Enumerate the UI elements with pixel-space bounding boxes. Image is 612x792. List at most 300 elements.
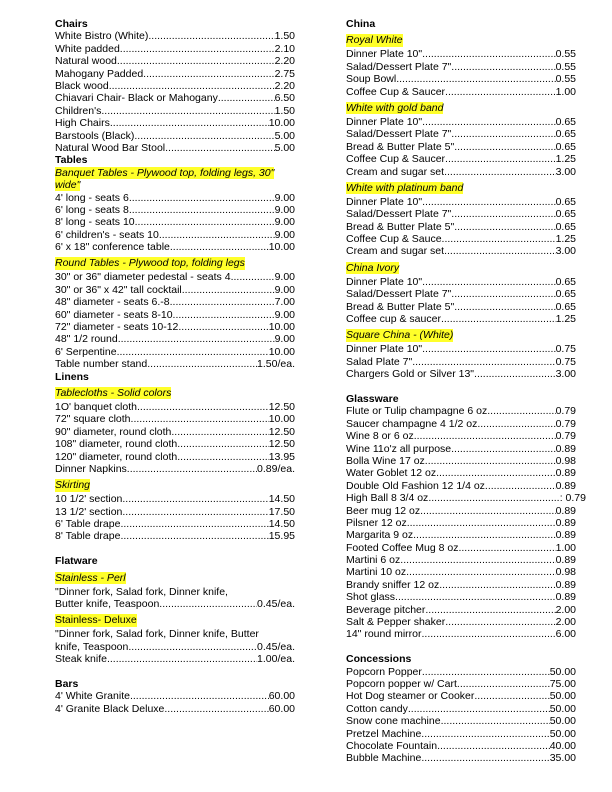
- item-price: 12.50: [268, 400, 295, 413]
- item-price: 5.00: [274, 141, 295, 154]
- item-label: Dinner Plate 10": [346, 195, 423, 208]
- platinum-band-list: [346, 196, 576, 258]
- leader-dots: [454, 301, 555, 313]
- item-label: Chargers Gold or Silver 13": [346, 368, 475, 381]
- item-label: 14" round mirror: [346, 628, 422, 641]
- item-price: 0.89: [555, 591, 576, 604]
- price-list-item: [55, 43, 295, 55]
- item-label: 72" diameter - seats 10-12: [55, 321, 179, 334]
- price-list-item: [346, 61, 576, 73]
- item-price: 2.00: [555, 616, 576, 629]
- price-list-item: [346, 128, 576, 140]
- leader-dots: [421, 728, 549, 740]
- leader-dots: [135, 216, 275, 228]
- price-list-item: [346, 715, 576, 727]
- item-label: Beverage pitcher: [346, 603, 426, 616]
- price-list-item: [346, 141, 576, 153]
- item-price: 1.25: [555, 233, 576, 246]
- leader-dots: [159, 598, 257, 610]
- item-label: Bolla Wine 17 oz: [346, 454, 425, 467]
- price-list-item: [346, 343, 576, 355]
- item-price: 0.89: [555, 442, 576, 455]
- leader-dots: [129, 204, 275, 216]
- item-price: 13.95: [268, 450, 295, 463]
- item-price: 0.65: [555, 128, 576, 141]
- price-list-item: [55, 506, 295, 518]
- price-list-item: [55, 284, 295, 296]
- price-list-item: [346, 73, 576, 85]
- item-price: 50.00: [549, 715, 576, 728]
- price-list-item: [346, 301, 576, 313]
- leader-dots: [147, 358, 257, 370]
- leader-dots: [474, 690, 549, 702]
- leader-dots: [122, 506, 268, 518]
- price-list-item: [346, 48, 576, 60]
- item-price: 0.89: [555, 554, 576, 567]
- item-price: 1.00: [555, 85, 576, 98]
- stainless-perl-subheading: Stainless - Perl: [55, 571, 126, 584]
- price-list-item: [55, 321, 295, 333]
- item-label: Bread & Butter Plate 5": [346, 220, 455, 233]
- item-price: 9.00: [274, 228, 295, 241]
- china-ivory-subheading: China Ivory: [346, 261, 400, 274]
- item-label: 4' long - seats 6: [55, 191, 129, 204]
- price-list-item: [55, 55, 295, 67]
- price-list-item: [346, 368, 576, 380]
- section-heading-linens: Linens: [55, 370, 89, 383]
- item-label: Salad Plate 7": [346, 355, 413, 368]
- price-list-item: [55, 192, 295, 204]
- price-list-item: [55, 80, 295, 92]
- item-price: 10.00: [268, 345, 295, 358]
- leader-dots: [414, 430, 556, 442]
- item-label: Dinner Plate 10": [346, 48, 423, 61]
- item-price: 60.00: [268, 702, 295, 715]
- item-price: 0.45/ea.: [257, 598, 295, 611]
- item-label: Shot glass: [346, 591, 396, 604]
- banquet-sub-line2: wide": [55, 179, 81, 192]
- royal-white-list: [346, 48, 576, 98]
- stainless-deluxe-subheading: Stainless- Deluxe: [55, 614, 137, 627]
- section-heading-bars: Bars: [55, 678, 79, 691]
- square-china-list: [346, 343, 576, 380]
- chairs-list: [55, 30, 295, 154]
- item-price: 0.45/ea.: [257, 640, 295, 653]
- item-label: 60" diameter - seats 8-10: [55, 308, 173, 321]
- item-label: 108" diameter, round cloth: [55, 438, 178, 451]
- item-price: 14.50: [268, 518, 295, 531]
- item-price: 1.50/ea.: [257, 358, 295, 371]
- price-list-item: [346, 233, 576, 245]
- item-label: Bubble Machine: [346, 752, 422, 765]
- gold-band-subheading: White with gold band: [346, 101, 444, 114]
- item-price: 3.00: [555, 245, 576, 258]
- item-label: 13 1/2' section: [55, 505, 123, 518]
- leader-dots: [129, 192, 275, 204]
- banquet-sub-line1: Banquet Tables - Plywood top, folding legs, 30": [55, 166, 275, 179]
- price-list-item: [346, 480, 576, 492]
- leader-dots: [170, 241, 269, 253]
- item-price: 1.50: [274, 104, 295, 117]
- item-label: Wine 11o'z all purpose: [346, 442, 452, 455]
- price-list-item: [346, 288, 576, 300]
- leader-dots: [127, 463, 257, 475]
- item-price: 0.65: [555, 300, 576, 313]
- leader-dots: [182, 284, 275, 296]
- price-list-item: [346, 455, 576, 467]
- right-column: [346, 18, 586, 765]
- tablecloths-subheading: Tablecloths - Solid colors: [55, 386, 172, 399]
- price-list-item: [55, 241, 295, 253]
- item-label: Salad/Dessert Plate 7": [346, 60, 452, 73]
- item-price: 50.00: [549, 690, 576, 703]
- leader-dots: [451, 288, 555, 300]
- price-list-item: [346, 554, 576, 566]
- leader-dots: [164, 703, 268, 715]
- price-list-item: [55, 130, 295, 142]
- item-price: 0.65: [555, 195, 576, 208]
- item-label: Salt & Pepper shaker: [346, 616, 446, 629]
- round-tables-subheading: Round Tables - Plywood top, folding legs: [55, 257, 245, 270]
- item-label: Mahogany Padded: [55, 67, 144, 80]
- item-label: 1O' banquet cloth: [55, 400, 137, 413]
- price-list-item: [346, 690, 576, 702]
- item-price: 1.50: [274, 30, 295, 43]
- item-label: 30" or 36" x 42" tall cocktail: [55, 283, 182, 296]
- price-list-item: [55, 204, 295, 216]
- item-price: 14.50: [268, 493, 295, 506]
- leader-dots: [120, 530, 268, 542]
- price-list-item: [55, 309, 295, 321]
- leader-dots: [110, 117, 269, 129]
- leader-dots: [422, 343, 555, 355]
- leader-dots: [451, 208, 555, 220]
- leader-dots: [396, 73, 555, 85]
- item-label: 72" square cloth: [55, 413, 131, 426]
- leader-dots: [425, 604, 555, 616]
- leader-dots: [457, 678, 550, 690]
- leader-dots: [107, 653, 257, 665]
- item-price: 0.89: [555, 479, 576, 492]
- item-label: Pretzel Machine: [346, 727, 422, 740]
- leader-dots: [165, 142, 274, 154]
- skirting-subheading: Skirting: [55, 479, 91, 492]
- leader-dots: [231, 271, 275, 283]
- price-list-item: [346, 443, 576, 455]
- price-list-item: [346, 678, 576, 690]
- leader-dots: [406, 566, 555, 578]
- leader-dots: [131, 413, 269, 425]
- section-heading-glassware: Glassware: [346, 392, 399, 405]
- item-label: Cotton candy: [346, 702, 408, 715]
- leader-dots: [120, 518, 268, 530]
- item-price: 12.50: [268, 425, 295, 438]
- price-list-item: [346, 566, 576, 578]
- perl-description-line1: "Dinner fork, Salad fork, Dinner knife,: [55, 585, 228, 598]
- item-label: Coffee Cup & Sauce: [346, 233, 442, 246]
- price-list-item: [55, 493, 295, 505]
- item-label: Dinner Plate 10": [346, 343, 423, 356]
- item-label: 48" diameter - seats 6.-8: [55, 296, 170, 309]
- leader-dots: [177, 451, 268, 463]
- leader-dots: [442, 233, 556, 245]
- item-price: 9.00: [274, 203, 295, 216]
- item-price: 60.00: [268, 690, 295, 703]
- section-heading-tables: Tables: [55, 154, 88, 167]
- item-price: 17.50: [268, 505, 295, 518]
- item-price: 9.00: [274, 216, 295, 229]
- item-price: 0.89: [555, 504, 576, 517]
- china-ivory-list: [346, 276, 576, 326]
- platinum-band-subheading: White with platinum band: [346, 181, 464, 194]
- item-price: 0.65: [555, 115, 576, 128]
- item-price: 5.00: [274, 129, 295, 142]
- item-label: Natural Wood Bar Stool: [55, 141, 166, 154]
- item-label: Barstools (Black): [55, 129, 135, 142]
- leader-dots: [487, 405, 555, 417]
- price-list-item: [55, 92, 295, 104]
- leader-dots: [444, 166, 556, 178]
- leader-dots: [218, 92, 275, 104]
- item-price: 0.89: [555, 529, 576, 542]
- price-list-item: [346, 196, 576, 208]
- price-list-item: [346, 579, 576, 591]
- item-label: 6' Table drape: [55, 518, 121, 531]
- item-price: 9.00: [274, 308, 295, 321]
- price-list-item: [55, 333, 295, 345]
- price-list-item: [346, 492, 586, 504]
- item-label: Saucer champagne 4 1/2 oz: [346, 417, 478, 430]
- price-list-item: [346, 752, 576, 764]
- leader-dots: [408, 703, 550, 715]
- price-list-item: [55, 105, 295, 117]
- item-price: 0.55: [555, 60, 576, 73]
- price-list-item: [346, 116, 576, 128]
- item-label: 8' long - seats 10: [55, 216, 135, 229]
- banquet-tables-list: [55, 192, 295, 254]
- item-price: 9.00: [274, 271, 295, 284]
- item-label: High Ball 8 3/4 oz: [346, 492, 429, 505]
- item-price: 0.55: [555, 48, 576, 61]
- round-tables-list: [55, 271, 295, 370]
- item-price: 0.98: [555, 454, 576, 467]
- item-label: Dinner Plate 10": [346, 275, 423, 288]
- leader-dots: [137, 401, 269, 413]
- item-label: Martini 6 oz: [346, 554, 401, 567]
- item-label: 6' children's - seats 10: [55, 228, 159, 241]
- item-label: Soup Bowl: [346, 73, 397, 86]
- leader-dots: [444, 245, 556, 257]
- price-list-item: [346, 703, 576, 715]
- leader-dots: [422, 196, 555, 208]
- section-heading-concessions: Concessions: [346, 653, 412, 666]
- item-label: Dinner Plate 10": [346, 115, 423, 128]
- item-label: Butter knife, Teaspoon: [55, 598, 160, 611]
- item-price: 9.00: [274, 333, 295, 346]
- item-label: Popcorn Popper: [346, 665, 422, 678]
- left-column: [55, 18, 295, 715]
- leader-dots: [445, 153, 556, 165]
- item-price: 3.00: [555, 368, 576, 381]
- item-label: Hot Dog steamer or Cooker: [346, 690, 475, 703]
- item-label: Salad/Dessert Plate 7": [346, 128, 452, 141]
- price-list-item: [346, 245, 576, 257]
- item-price: 1.00: [555, 541, 576, 554]
- leader-dots: [422, 276, 555, 288]
- item-price: 2.10: [274, 42, 295, 55]
- item-label: 8' Table drape: [55, 530, 121, 543]
- price-list-item: [55, 690, 295, 702]
- item-label: Chiavari Chair- Black or Mahogany: [55, 92, 218, 105]
- leader-dots: [130, 690, 269, 702]
- tablecloths-list: [55, 401, 295, 475]
- leader-dots: [458, 542, 555, 554]
- item-label: Dinner Napkins: [55, 462, 127, 475]
- item-price: 0.65: [555, 275, 576, 288]
- item-label: Cream and sugar set: [346, 165, 445, 178]
- item-price: 0.79: [555, 417, 576, 430]
- leader-dots: [178, 321, 268, 333]
- leader-dots: [451, 128, 555, 140]
- item-label: Wine 8 or 6 oz: [346, 430, 414, 443]
- item-label: 4' Granite Black Deluxe: [55, 702, 165, 715]
- item-price: 0.65: [555, 208, 576, 221]
- item-label: Coffee cup & saucer: [346, 313, 441, 326]
- leader-dots: [422, 628, 556, 640]
- price-list-item: [55, 401, 295, 413]
- price-list-item: [55, 530, 295, 542]
- item-price: 75.00: [549, 677, 576, 690]
- item-price: 50.00: [549, 702, 576, 715]
- leader-dots: [428, 492, 559, 504]
- item-price: : 0.79: [559, 492, 586, 505]
- leader-dots: [122, 493, 268, 505]
- leader-dots: [441, 313, 556, 325]
- item-price: 1.25: [555, 153, 576, 166]
- item-price: 0.79: [555, 405, 576, 418]
- price-list-item: [346, 529, 576, 541]
- item-label: Popcorn popper w/ Cart: [346, 677, 457, 690]
- price-list-item: [346, 221, 576, 233]
- item-label: Chocolate Fountain: [346, 739, 438, 752]
- leader-dots: [177, 438, 268, 450]
- leader-dots: [425, 455, 556, 467]
- section-heading-flatware: Flatware: [55, 555, 98, 568]
- leader-dots: [454, 221, 555, 233]
- item-price: 0.98: [555, 566, 576, 579]
- item-label: Bread & Butter Plate 5": [346, 300, 455, 313]
- item-label: Coffee Cup & Saucer: [346, 153, 446, 166]
- price-list-item: [346, 604, 576, 616]
- price-list-item: [346, 542, 576, 554]
- item-label: Coffee Cup & Saucer: [346, 85, 446, 98]
- item-label: Flute or Tulip champagne 6 oz: [346, 405, 488, 418]
- price-list-item: [346, 467, 576, 479]
- item-label: Pilsner 12 oz: [346, 516, 407, 529]
- item-price: 3.00: [555, 165, 576, 178]
- square-china-subheading: Square China - (White): [346, 329, 454, 342]
- item-price: 40.00: [549, 739, 576, 752]
- price-list-item: [346, 313, 576, 325]
- leader-dots: [451, 61, 555, 73]
- price-list-item: [55, 271, 295, 283]
- price-list-item: [346, 356, 576, 368]
- leader-dots: [477, 418, 555, 430]
- leader-dots: [441, 715, 550, 727]
- bars-list: [55, 690, 295, 715]
- item-label: Children's: [55, 104, 102, 117]
- item-price: 10.00: [268, 241, 295, 254]
- leader-dots: [117, 55, 275, 67]
- item-label: White padded: [55, 42, 120, 55]
- price-list-item: [346, 208, 576, 220]
- leader-dots: [118, 333, 275, 345]
- item-price: 0.89: [555, 578, 576, 591]
- price-list-item: [55, 703, 295, 715]
- item-label: 6' Serpentine: [55, 345, 117, 358]
- leader-dots: [143, 68, 274, 80]
- item-price: 10.00: [268, 321, 295, 334]
- royal-white-subheading: Royal White: [346, 34, 403, 47]
- section-heading-china: China: [346, 18, 376, 30]
- leader-dots: [437, 740, 550, 752]
- leader-dots: [445, 86, 556, 98]
- deluxe-description-line1: "Dinner fork, Salad fork, Dinner knife, Butter: [55, 628, 259, 641]
- item-price: 7.00: [274, 296, 295, 309]
- price-list-item: [55, 358, 295, 370]
- item-price: 2.00: [555, 603, 576, 616]
- item-label: Margarita 9 oz: [346, 529, 414, 542]
- price-list-item: [55, 413, 295, 425]
- skirting-list: [55, 493, 295, 543]
- price-list-item: [346, 740, 576, 752]
- price-list-item: [346, 517, 576, 529]
- price-list-item: [346, 276, 576, 288]
- price-list-item: [55, 30, 295, 42]
- item-price: 0.65: [555, 288, 576, 301]
- price-list-item: [346, 591, 576, 603]
- leader-dots: [422, 666, 550, 678]
- item-label: Water Goblet 12 oz: [346, 467, 437, 480]
- leader-dots: [439, 579, 555, 591]
- price-list-item: [346, 505, 576, 517]
- leader-dots: [120, 43, 275, 55]
- item-price: 0.65: [555, 220, 576, 233]
- leader-dots: [117, 346, 269, 358]
- price-list-item: [346, 616, 576, 628]
- price-list-item: [346, 405, 576, 417]
- leader-dots: [412, 356, 555, 368]
- leader-dots: [101, 105, 274, 117]
- item-price: 6.50: [274, 92, 295, 105]
- leader-dots: [109, 80, 275, 92]
- price-list-item: [346, 153, 576, 165]
- item-label: 6' x 18" conference table: [55, 241, 170, 254]
- price-list-item: [55, 229, 295, 241]
- leader-dots: [485, 480, 556, 492]
- item-price: 6.00: [555, 628, 576, 641]
- perl-price-row: [55, 598, 295, 610]
- price-list-item: [55, 426, 295, 438]
- item-price: 1.00/ea.: [257, 653, 295, 666]
- gold-band-list: [346, 116, 576, 178]
- item-price: 9.00: [274, 191, 295, 204]
- item-label: Table number stand: [55, 358, 148, 371]
- price-list-item: [346, 666, 576, 678]
- item-label: 48" 1/2 round: [55, 333, 118, 346]
- price-list-item: [55, 463, 295, 475]
- item-label: 120" diameter, round cloth: [55, 450, 178, 463]
